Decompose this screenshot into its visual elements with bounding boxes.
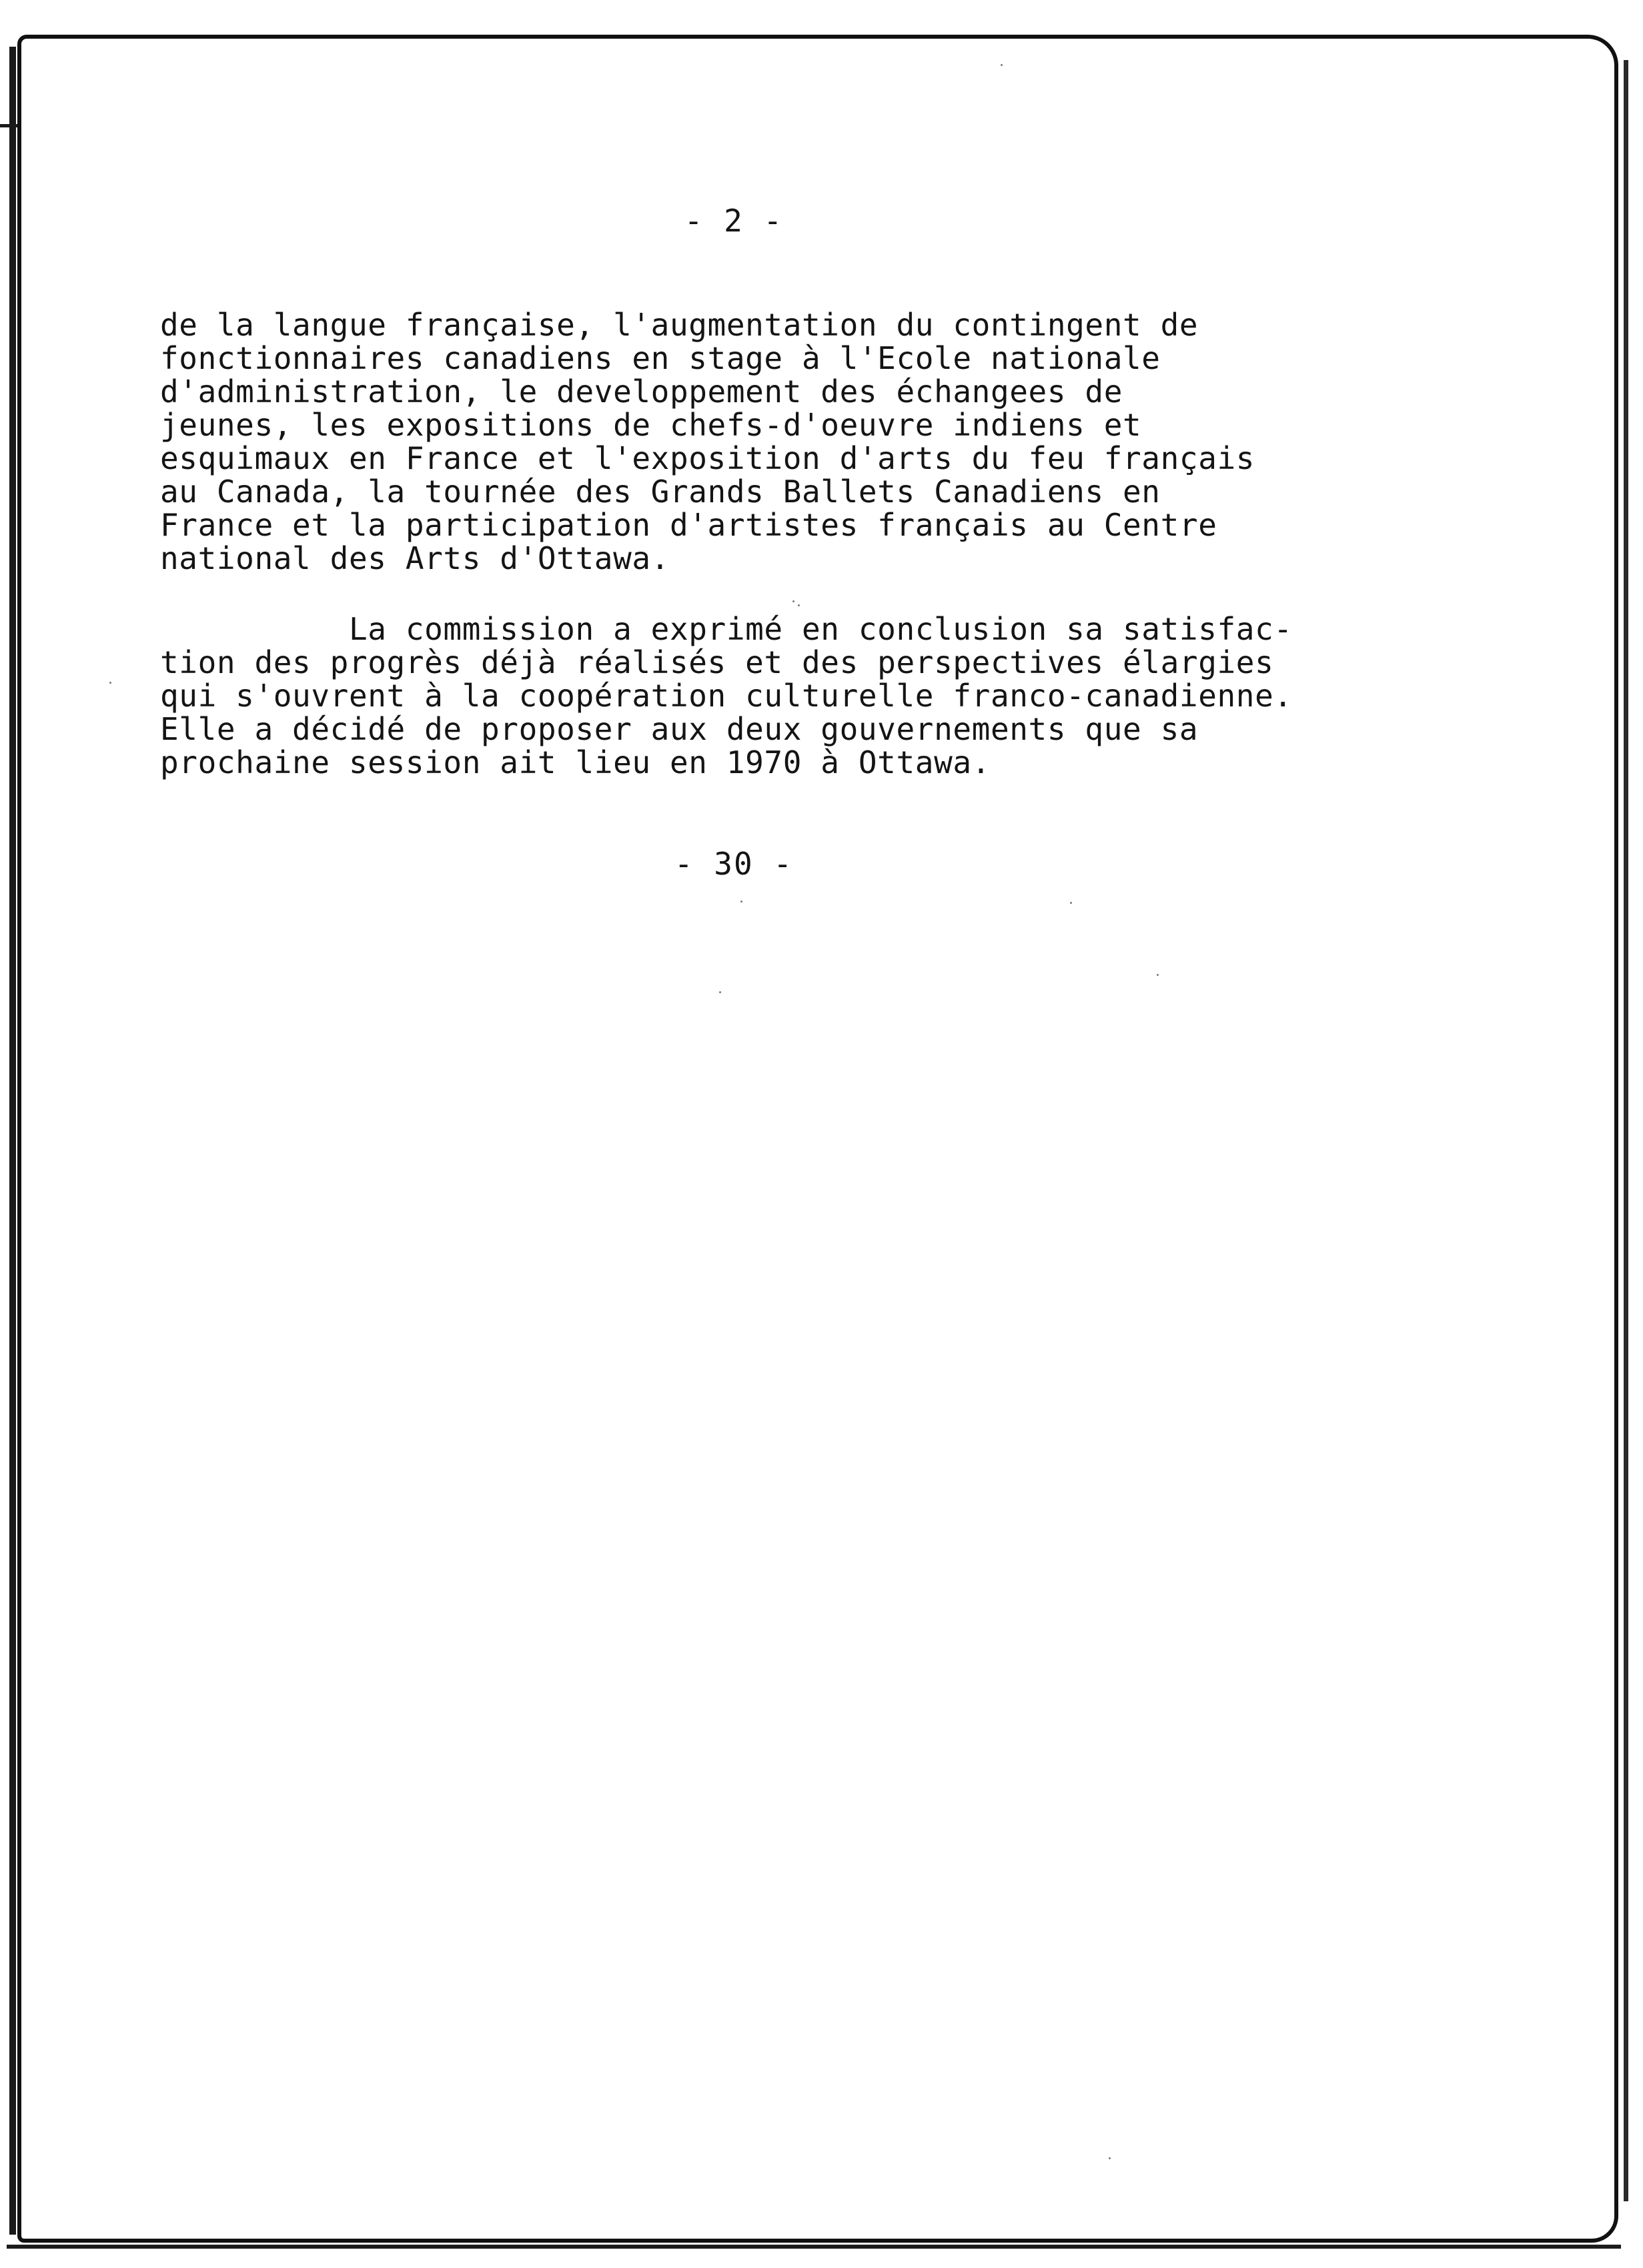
scan-speck (1001, 64, 1003, 66)
frame-left-edge (9, 47, 16, 2235)
scan-speck (719, 991, 721, 993)
frame-bottom-edge (7, 2245, 1621, 2249)
scan-speck (740, 901, 742, 903)
scan-speck (1157, 974, 1159, 976)
page-number-bottom: - 30 - (674, 846, 794, 882)
scan-speck (109, 682, 111, 684)
paragraph-line: national des Arts d'Ottawa. (160, 540, 670, 576)
frame-left-tick (0, 124, 17, 127)
paragraph-line: France et la participation d'artistes français au Centre (160, 507, 1217, 543)
paragraph-line: d'administration, le developpement des échangees de (160, 374, 1123, 410)
paragraph-line: prochaine session ait lieu en 1970 à Ottawa. (160, 744, 991, 780)
page-number-top: - 2 - (684, 203, 784, 239)
paragraph-2 (160, 612, 1293, 779)
paragraph-line: La commission a exprimé en conclusion sa satisfac- (160, 611, 1293, 647)
paragraph-line: esquimaux en France et l'exposition d'arts du feu français (160, 440, 1255, 476)
scan-speck (1109, 2157, 1111, 2159)
scan-speck (1070, 902, 1072, 904)
frame-right-edge (1624, 60, 1628, 2201)
paragraph-line: au Canada, la tournée des Grands Ballets Canadiens en (160, 474, 1161, 510)
paragraph-line: de la langue française, l'augmentation du contingent de (160, 307, 1199, 343)
scan-speck (798, 604, 800, 606)
paragraph-line: fonctionnaires canadiens en stage à l'Ecole nationale (160, 340, 1161, 376)
paragraph-line: jeunes, les expositions de chefs-d'oeuvre indiens et (160, 407, 1142, 443)
paragraph-line: qui s'ouvrent à la coopération culturelle franco-canadienne. (160, 678, 1293, 714)
paragraph-1 (160, 308, 1255, 575)
paragraph-line: Elle a décidé de proposer aux deux gouvernements que sa (160, 711, 1199, 747)
scan-speck (792, 600, 794, 602)
paragraph-line: tion des progrès déjà réalisés et des perspectives élargies (160, 644, 1274, 680)
